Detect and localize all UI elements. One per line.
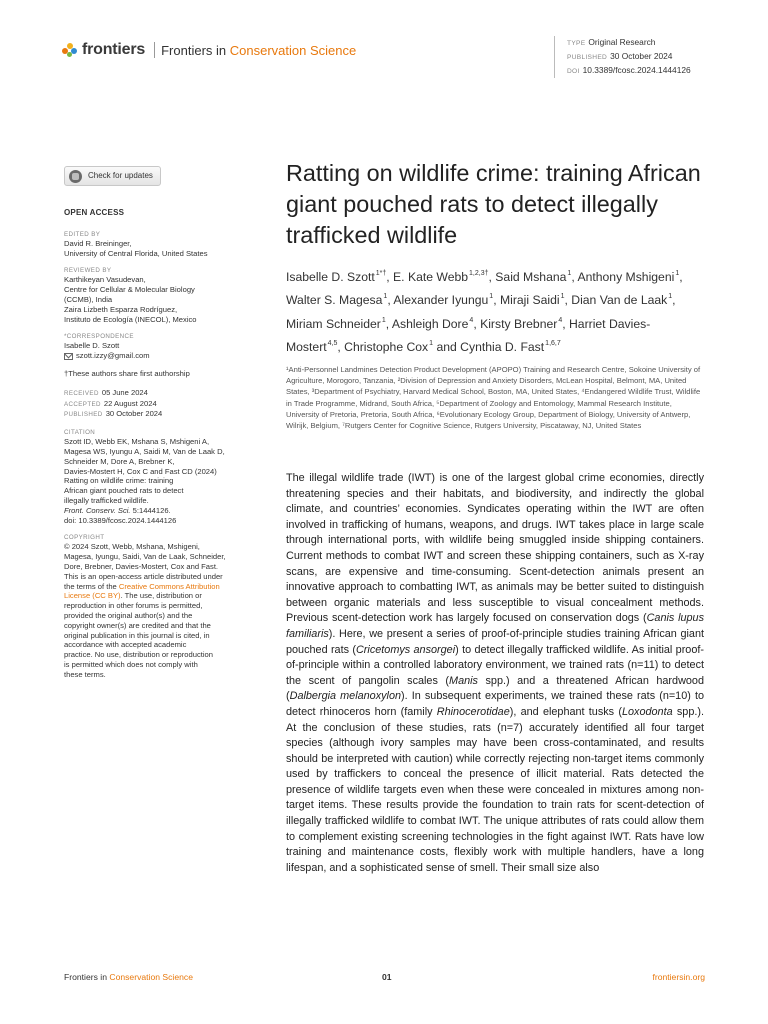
author-name[interactable]: E. Kate Webb [393, 270, 469, 284]
reviewed-by-label: REVIEWED BY [64, 267, 112, 275]
author-name[interactable]: Alexander Iyungu [393, 293, 489, 308]
copyright-text: © 2024 Szott, Webb, Mshana, Mshigeni, Magesa, Iyungu, Saidi, Van de Laak, Schneider, Dore, Brebner, Davies-Mostert, Cox and Fast. This is an open-access article distributed under the terms of the Creative Commons Attribution License (CC BY). The use, distribution or reproduction in other forums is permitted, provided the original author(s) and the copyright owner(s) are credited and that the original publication in this journal is cited, in accordance with accepted academic practice. No use, distribution or reproduction is permitted which does not comply with these terms. [64, 542, 226, 679]
abstract-species-name: Manis [449, 674, 478, 687]
author-separator: , [493, 293, 500, 308]
citation-text: Szott ID, Webb EK, Mshana S, Mshigeni A, Magesa WS, Iyungu A, Saidi M, Van de Laak D, Schneider M, Dore A, Brebner K, Davies-Mostert H, Cox C and Fast CD (2024) Ratting on wildlife crime: training African giant pouched rats to detect illegally trafficked wildlife. [64, 437, 225, 505]
accepted-date: ACCEPTED 22 August 2024 [64, 398, 157, 408]
author-affiliation-marker: 1 [560, 293, 565, 301]
received-date: RECEIVED 05 June 2024 [64, 387, 148, 397]
article-dates [64, 388, 254, 420]
journal-title: Frontiers in Conservation Science [161, 42, 357, 58]
author-separator: , [562, 316, 569, 331]
abstract-species-name: Cricetomys ansorgei [355, 643, 456, 656]
author-affiliation-marker: 1 [675, 270, 680, 277]
shared-authorship-note: †These authors share first authorship [64, 368, 190, 378]
edited-by-text: David R. Breininger, University of Central Florida, United States [64, 238, 208, 258]
author-separator: , [679, 270, 683, 284]
author-list [286, 264, 696, 358]
author-name[interactable]: Said Mshana [495, 270, 567, 284]
author-separator: , [337, 340, 345, 355]
correspondence-name: Isabelle D. Szott [64, 341, 120, 351]
author-name[interactable]: Walter S. Magesa [286, 293, 383, 308]
article-published: PUBLISHED 30 October 2024 [567, 51, 673, 61]
page-header [62, 36, 712, 76]
footer-journal: Frontiers in Conservation Science [64, 972, 193, 982]
abstract-segment: ), and elephant tusks ( [509, 705, 622, 718]
author-separator: , [387, 293, 394, 308]
abstract-species-name: Canis lupus familiaris [286, 612, 704, 640]
author-separator: , [571, 270, 578, 284]
article-doi[interactable]: DOI 10.3389/fcosc.2024.1444126 [567, 65, 691, 75]
article-title: Ratting on wildlife crime: training African giant pouched rats to detect illegally trafficked wildlife [286, 160, 701, 248]
correspondence-email[interactable]: szott.izzy@gmail.com [76, 351, 150, 361]
author-separator: , [386, 270, 394, 284]
author-separator: , [488, 270, 496, 284]
copyright-label: COPYRIGHT [64, 534, 105, 542]
author-affiliation-marker: 1,6,7 [545, 340, 561, 348]
abstract-species-name: Loxodonta [621, 705, 673, 718]
abstract-segment: spp.) and a threatened African hardwood ( [286, 674, 704, 703]
frontiers-logo-icon [62, 42, 78, 58]
reviewed-by-text: Karthikeyan Vasudevan, Centre for Cellular & Molecular Biology (CCMB), India Zaira Lizbeth Esparza Rodríguez, Instituto de Ecología (INECOL), Mexico [64, 275, 197, 324]
author-separator: , [564, 293, 572, 308]
author-name[interactable]: Dian Van de Laak [571, 293, 668, 308]
author-separator: , [672, 293, 676, 308]
edited-by-label: EDITED BY [64, 230, 101, 238]
abstract-segment: ). In subsequent experiments, we trained these rats (n=10) to detect rhinoceros horn (family [286, 690, 704, 718]
citation-doi[interactable]: doi: 10.3389/fcosc.2024.1444126 [64, 515, 177, 525]
header-divider [154, 42, 155, 58]
author-name[interactable]: Christophe Cox [344, 340, 429, 355]
article-sidebar [64, 166, 254, 679]
correspondence-label: *CORRESPONDENCE [64, 333, 134, 341]
article-type: TYPE Original Research [567, 37, 656, 47]
article-meta [554, 36, 691, 78]
author-name[interactable]: Ashleigh Dore [391, 316, 469, 331]
published-date: PUBLISHED 30 October 2024 [64, 409, 163, 419]
abstract-text [286, 471, 704, 876]
author-affiliations: ¹Anti-Personnel Landmines Detection Product Development (APOPO) Training and Research Centre, Sokoine University of Agriculture, Morogoro, Tanzania, ²Division of Depression and Anxiety Disorders, McLean Hospital, Belmont, MA, United States, ³Department of Psychiatry, Harvard Medical School, Boston, MA, United States, ⁴Endangered Wildlife Trust, Wildlife in Trade Programme, Midrand, South Africa, ⁵Department of Zoology and Entomology, Mammal Research Institute, University of Pretoria, Pretoria, South Africa, ⁶Evolutionary Ecology Group, Department of Biology, University of Antwerp, Wilrijk, Belgium, ⁷Rutgers Center for Cognitive Science, Rutgers University, Piscataway, NJ, United States [286, 365, 701, 431]
author-name[interactable]: Isabelle D. Szott [286, 270, 375, 284]
author-name[interactable]: Harriet Davies-Mostert [286, 316, 651, 355]
author-affiliation-marker: 1,2,3† [469, 270, 489, 277]
check-for-updates-button[interactable]: Check for updates [64, 166, 161, 186]
author-name[interactable]: Cynthia D. Fast [460, 340, 545, 355]
author-name[interactable]: Anthony Mshigeni [577, 270, 675, 284]
journal-branding [62, 41, 356, 59]
crossmark-icon [69, 170, 82, 183]
author-affiliation-marker: 4 [469, 316, 474, 324]
abstract-segment: The illegal wildlife trade (IWT) is one of the largest global crime economies, directly threatening species and their habitats, and biodiversity, and indirectly the global climate, and countries’ economies. Syndicates operating within the IWT are often involved in trafficking of humans, weapons, and drugs. IWT takes place in large scale through international ports, with wildlife being smuggled inside shipping containers. Current methods to combat IWT and screen these shipping containers, such as X-ray scans, are expensive and time-consuming. Scent-detection animals present an innovative approach to combatting IWT, as animals may be better suited to distinguish between organic materials and less susceptible to visual concealment methods. Previous scent-detection work has largely focused on conservation dogs ( [286, 472, 704, 625]
author-affiliation-marker: 1 [381, 316, 386, 324]
author-name[interactable]: Miraji Saidi [499, 293, 560, 308]
abstract-species-name: Rhinocerotidae [436, 705, 510, 718]
cc-by-license-link[interactable]: Creative Commons Attribution License (CC BY) [64, 581, 220, 601]
abstract-species-name: Dalbergia melanoxylon [289, 690, 402, 703]
abstract-segment: spp.). At the conclusion of these studies, rats (n=7) accurately identified all four target species (although ivory samples may have been cross-contaminated, and results should be interpreted with caution) while correctly rejecting non-target items commonly used by traffickers to conceal the presence of illicit material. Rats detected the presence of wildlife targets even when these were concealed in mixtures among non-target items. These results provide the foundation to train rats for scent-detection of illegally trafficked wildlife to combat IWT. The unique attributes of rats could allow them to complement existing screening technologies in the fight against IWT. Rats have low training and maintenance costs, flexibly work with multiple handlers, have a long lifespan, and a sophisticated sense of smell. Their small size also [286, 705, 704, 874]
open-access-label: OPEN ACCESS [64, 208, 125, 217]
author-affiliation-marker: 1 [489, 293, 494, 301]
abstract-segment: ). Here, we present a series of proof-of-principle studies training African giant pouched rats ( [286, 627, 704, 656]
author-affiliation-marker: 4 [558, 316, 563, 324]
author-separator: and [433, 340, 461, 355]
author-affiliation-marker: 1 [567, 270, 572, 277]
footer-site-link[interactable]: frontiersin.org [652, 972, 705, 982]
author-affiliation-marker: 1 [383, 293, 388, 301]
brand-wordmark: frontiers [82, 41, 146, 58]
author-affiliation-marker: 1 [668, 293, 673, 301]
author-separator: , [473, 316, 481, 331]
author-affiliation-marker: 1 [429, 340, 434, 348]
abstract-segment: ) to detect illegally trafficked wildlife. As initial proof-of-principle within a controlled laboratory environment, we trained rats (n=11) to detect the scent of pangolin scales ( [286, 643, 704, 687]
citation-journal-line: Front. Conserv. Sci. 5:1444126. [64, 505, 171, 515]
author-separator: , [385, 316, 392, 331]
correspondence-email-row[interactable] [64, 351, 254, 361]
mail-icon [64, 353, 73, 360]
citation-label: CITATION [64, 429, 96, 437]
author-affiliation-marker: 4,5 [327, 340, 338, 348]
page-number: 01 [382, 972, 392, 982]
author-affiliation-marker: 1*† [375, 270, 387, 277]
author-name[interactable]: Kirsty Brebner [480, 316, 558, 331]
author-name[interactable]: Miriam Schneider [286, 316, 381, 331]
